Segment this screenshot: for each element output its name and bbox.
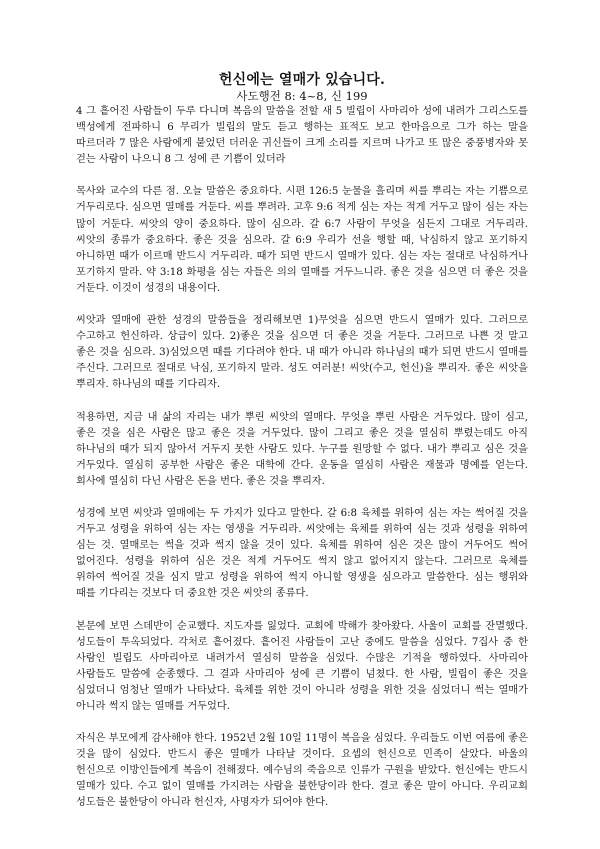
paragraph-conclusion: 자식은 부모에게 감사해야 한다. 1952년 2월 10일 11명이 복음을 심었다. 우리들도 이번 여름에 좋은 것을 많이 심었다. 반드시 좋은 열매가 나타날 것이다. 요셉의 헌신으로 민족이 살았다. 바울의 헌신으로 이방인들에게 복음이 전해졌다. 예수님의 죽음으로 인류가 구원을 받았다. 헌신에는 반드시 열매가 있다. 수고 없이 열매를 가지려는 사람을 불한당이라 한다. 결코 좋은 말이 아니다. 우리교회 성도들은 불한당이 아니라 헌신자, 사명자가 되어야 한다.	[76, 733, 528, 809]
paragraph-text-explained: 본문에 보면 스데반이 순교했다. 지도자를 잃었다. 교회에 박해가 찾아왔다. 사울이 교회를 잔멸했다. 성도들이 투옥되었다. 각처로 흩어졌다. 흩어진 사람들이 고난 중에도 말씀을 심었다. 7집사 중 한 사람인 빌립도 사마리아로 내려가서 열심히 말씀을 심었다. 수많은 기적을 행하였다. 사마리아 사람들도 말씀에 순종했다. 그 결과 사마리아 성에 큰 기쁨이 넘쳤다. 한 사람, 빌립이 좋은 것을 심었더니 엄청난 열매가 나타났다. 육체를 위한 것이 아니라 성령을 위한 것을 심었더니 썩는 열매가 아니라 썩지 않는 열매를 거두었다.	[76, 620, 528, 712]
paragraph-pastor-professor: 목사와 교수의 다른 점. 오늘 말씀은 중요하다. 시편 126:5 눈물을 흘리며 씨를 뿌리는 자는 기쁨으로 거두리로다. 심으면 열매를 거둔다. 씨를 뿌려라. 고후 9:6 적게 심는 자는 적게 거두고 많이 심는 자는 많이 거둔다. 씨앗의 양이 중요하다. 많이 심으라. 갈 6:7 사람이 무엇을 심든지 그대로 거두리라. 씨앗의 종류가 중요하다. 좋은 것을 심으라. 갈 6:9 우리가 선을 행할 때, 낙심하지 않고 포기하지 아니하면 때가 이르매 반드시 거두리라. 때가 되면 반드시 열매가 있다. 심는 자는 절대로 낙심하거나 포기하지 말라. 약 3:18 화평을 심는 자들은 의의 열매를 거두느니라. 좋은 것을 심으면 더 좋은 것을 거둔다. 이것이 성경의 내용이다.	[76, 186, 528, 294]
paragraph-summary: 씨앗과 열매에 관한 성경의 말씀들을 정리해보면 1)무엇을 심으면 반드시 열매가 있다. 그러므로 수고하고 헌신하라. 상급이 있다. 2)좋은 것을 심으면 더 좋은 것을 거둔다. 그러므로 나쁜 것 말고 좋은 것을 심으라. 3)심었으면 때를 기다려야 한다. 내 때가 아니라 하나님의 때가 되면 반드시 열매를 주신다. 그러므로 절대로 낙심, 포기하지 말라. 성도 여러분! 씨앗(수고, 헌신)을 뿌리자. 좋은 씨앗을 뿌리자. 하나님의 때를 기다리자.	[76, 315, 528, 391]
scripture-passage: 4 그 흩어진 사람들이 두루 다니며 복음의 말씀을 전할 새 5 빌립이 사마리아 성에 내려가 그리스도를 백성에게 전파하니 6 무리가 빌립의 말도 듣고 행하는 표적도 보고 한마음으로 그가 하는 말을 따르더라 7 많은 사람에게 붙었던 더러운 귀신들이 크게 소리를 지르며 나가고 또 많은 중풍병자와 못 걷는 사람이 나으니 8 그 성에 큰 기쁨이 있더라	[76, 106, 528, 166]
document-page	[76, 72, 528, 828]
scripture-reference: 사도행전 8: 4~8, 신 199	[236, 89, 368, 103]
paragraph-application: 적용하면, 지금 내 삶의 자리는 내가 뿌린 씨앗의 열매다. 무엇을 뿌린 사람은 거두었다. 많이 심고, 좋은 것을 심은 사람은 많고 좋은 것을 거두었다. 많이 그리고 좋은 것을 열심히 뿌렸는데도 아직 하나님의 때가 되지 않아서 거두지 못한 사람도 있다. 누구를 원망할 수 없다. 내가 뿌리고 심은 것을 거두었다. 열심히 공부한 사람은 좋은 대학에 간다. 운동을 열심히 사람은 재물과 명예를 얻는다. 회사에 열심히 다닌 사람은 돈을 번다. 좋은 것을 뿌리자.	[76, 411, 528, 487]
sermon-title: 헌신에는 열매가 있습니다.	[218, 72, 386, 88]
paragraph-two-kinds: 성경에 보면 씨앗과 열매에는 두 가지가 있다고 말한다. 갈 6:8 육체를 위하여 심는 자는 썩어질 것을 거두고 성령을 위하여 심는 자는 영생을 거두리라. 씨앗에는 육체를 위하여 심는 것과 성령을 위하여 심는 것. 열매로는 썩을 것과 썩지 않을 것이 있다. 육체를 위하여 심은 것은 많이 거두어도 썩어 없어진다. 성령을 위하여 심은 것은 적게 거두어도 썩지 않고 없어지지 않는다. 그러므로 육체를 위하여 썩어질 것을 심지 말고 성령을 위하여 썩지 아니할 영생을 심으라고 말씀한다. 심는 행위와 때를 기다리는 것보다 더 중요한 것은 씨앗의 종류다.	[76, 507, 528, 600]
